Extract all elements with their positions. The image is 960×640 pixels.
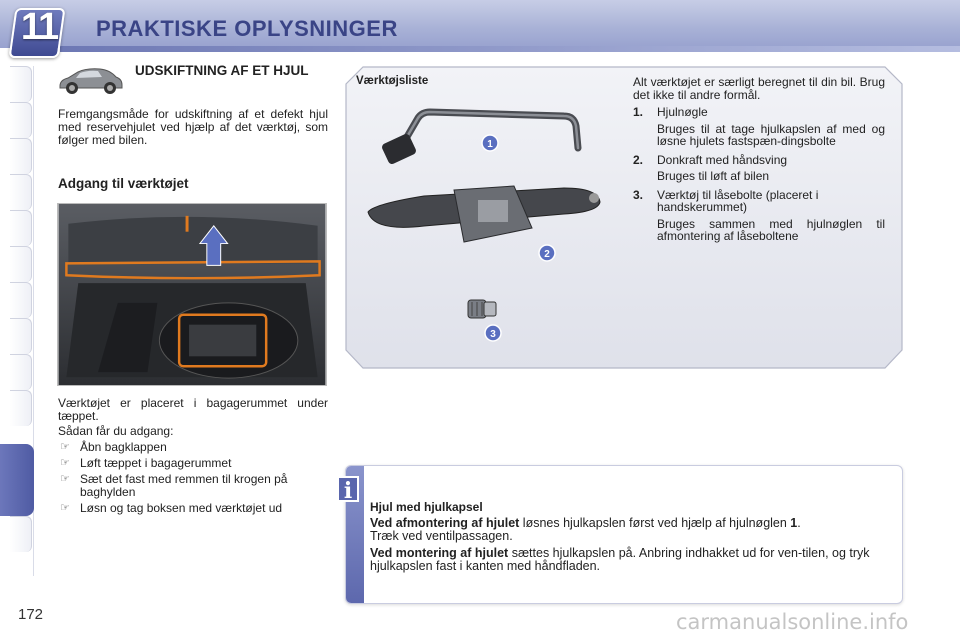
chapter-tab-rail — [0, 66, 34, 576]
tool-list — [633, 106, 885, 249]
svg-text:1: 1 — [487, 139, 493, 150]
chapter-tab[interactable] — [10, 174, 32, 210]
info-icon: i — [337, 476, 359, 502]
car-icon — [56, 64, 124, 96]
list-item: 3. Værktøj til låsebolte (placeret i handskerummet) Bruges sammen med hjulnøglen til afmontering af låseboltene — [633, 187, 885, 243]
chapter-tab[interactable] — [10, 246, 32, 282]
trunk-photo — [57, 203, 327, 386]
header-underline — [60, 46, 960, 52]
tool-description: Alt værktøjet er særligt beregnet til din bil. Brug det ikke til andre formål. — [633, 75, 885, 102]
pointing-hand-icon: ☞ — [60, 473, 70, 485]
chapter-number: 11 — [20, 6, 58, 48]
chapter-tab[interactable] — [10, 66, 32, 102]
svg-text:2: 2 — [544, 249, 550, 260]
info-removal-text: Ved afmontering af hjulet løsnes hjulkapslen først ved hjælp af hjulnøglen 1. Træk ved ventilpassagen. — [370, 516, 801, 543]
list-item: ☞ Løsn og tag boksen med værktøjet ud — [60, 501, 283, 515]
page-number: 172 — [18, 606, 44, 623]
info-title: Hjul med hjulkapsel — [370, 500, 483, 514]
access-intro: Sådan får du adgang: — [58, 424, 174, 438]
chapter-tab-active[interactable] — [0, 444, 34, 516]
chapter-tab[interactable] — [10, 354, 32, 390]
callout-badge-1 — [481, 134, 499, 152]
chapter-tab[interactable] — [10, 282, 32, 318]
pointing-hand-icon: ☞ — [60, 502, 70, 514]
svg-text:3: 3 — [490, 329, 496, 340]
section-intro: Fremgangsmåde for udskiftning af et defekt hjul med reservehjulet ved hjælp af det værktøj, som følger med bilen. — [58, 107, 328, 147]
list-item: ☞ Åbn bagklappen — [60, 440, 167, 454]
list-item: 2. Donkraft med håndsving Bruges til løft af bilen — [633, 152, 788, 183]
list-item: 1. Hjulnøgle Bruges til at tage hjulkapslen af med og løsne hjulets fastspæn-dingsbolte — [633, 105, 885, 148]
info-mounting-text: Ved montering af hjulet sættes hjulkapslen på. Anbring indhakket ud for ven-tilen, og tryk hjulkapslen fast i kanten med håndfladen. — [370, 546, 870, 573]
chapter-tab[interactable] — [10, 516, 32, 552]
chapter-tab[interactable] — [10, 138, 32, 174]
chapter-tab[interactable] — [10, 318, 32, 354]
section-title: UDSKIFTNING AF ET HJUL — [135, 63, 309, 78]
pointing-hand-icon: ☞ — [60, 441, 70, 453]
pointing-hand-icon: ☞ — [60, 457, 70, 469]
watermark: carmanualsonline.info — [676, 610, 909, 634]
chapter-tab[interactable] — [10, 210, 32, 246]
tool-location-text: Værktøjet er placeret i bagagerummet under tæppet. — [58, 396, 328, 423]
chapter-tab[interactable] — [10, 390, 32, 426]
list-item: ☞ Sæt det fast med remmen til krogen på baghylden — [60, 472, 288, 499]
list-item: ☞ Løft tæppet i bagagerummet — [60, 456, 232, 470]
jack-image — [364, 182, 604, 248]
access-title: Adgang til værktøjet — [58, 176, 189, 191]
page-title: PRAKTISKE OPLYSNINGER — [96, 16, 398, 41]
chapter-tab[interactable] — [10, 102, 32, 138]
tool-list-label: Værktøjsliste — [356, 75, 429, 87]
callout-badge-2 — [538, 244, 556, 262]
callout-badge-3 — [484, 324, 502, 342]
access-steps — [58, 441, 333, 518]
lock-bolt-tool-image — [464, 294, 500, 324]
